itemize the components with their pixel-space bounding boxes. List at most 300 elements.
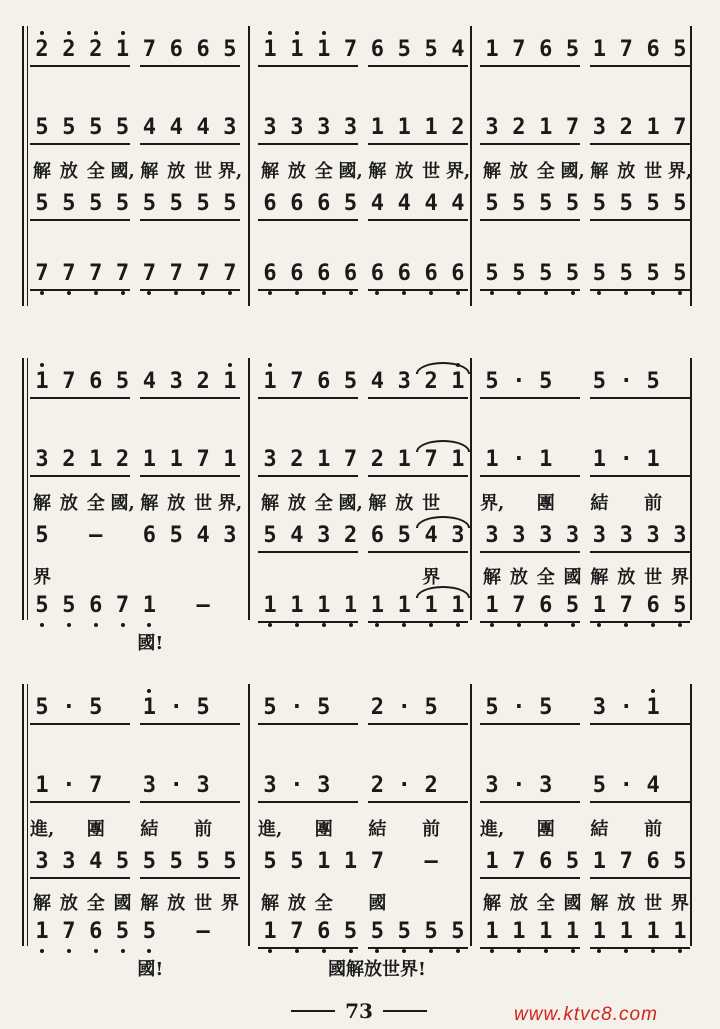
note-row bbox=[30, 35, 242, 65]
beam-line bbox=[140, 65, 240, 67]
note: 1 bbox=[614, 917, 638, 947]
note: 3 bbox=[397, 369, 411, 394]
note-row bbox=[30, 591, 242, 621]
lyric-syllable: 前 bbox=[644, 493, 663, 514]
lyric-syllable: 國 bbox=[563, 567, 582, 588]
note: 2 bbox=[424, 773, 438, 798]
note-row bbox=[258, 917, 470, 947]
lyrics-row bbox=[480, 566, 692, 590]
lyric-syllable: 放 bbox=[617, 567, 636, 588]
lyric-syllable: 解 bbox=[140, 493, 159, 514]
note: 2 bbox=[62, 447, 76, 472]
beam-line bbox=[480, 723, 580, 725]
lyric-syllable bbox=[57, 958, 81, 982]
note: 1 bbox=[258, 35, 282, 65]
note-row bbox=[258, 35, 470, 65]
beam-line bbox=[480, 219, 580, 221]
lyric-syllable: 放 bbox=[59, 493, 78, 514]
note: 1 bbox=[561, 917, 585, 947]
barline bbox=[22, 26, 24, 306]
note: 5 bbox=[424, 695, 438, 720]
lyric-syllable bbox=[285, 818, 309, 842]
note-row bbox=[480, 521, 692, 551]
lyric-syllable: 國, bbox=[110, 161, 135, 182]
beam-line bbox=[30, 723, 130, 725]
note: 2 bbox=[619, 115, 633, 140]
lyric-syllable: 世 bbox=[644, 567, 663, 588]
note bbox=[339, 771, 363, 801]
note-row bbox=[30, 367, 242, 397]
lyric-syllable: 解 bbox=[261, 493, 279, 514]
note: 3 bbox=[317, 115, 331, 140]
measure-1-1-line-3 bbox=[30, 189, 242, 219]
beam-line bbox=[30, 397, 130, 399]
measure-2-3-line-2 bbox=[480, 445, 692, 475]
augmentation-dot: · bbox=[62, 773, 76, 798]
note bbox=[668, 367, 692, 397]
note: 2 bbox=[424, 369, 438, 394]
note: 5 bbox=[397, 523, 411, 548]
beam-line bbox=[368, 65, 468, 67]
note: 5 bbox=[62, 191, 76, 216]
note bbox=[218, 771, 242, 801]
note: 2 bbox=[30, 35, 54, 65]
note: 4 bbox=[196, 115, 210, 140]
measure-3-3-line-1 bbox=[480, 693, 692, 723]
note: 1 bbox=[587, 917, 611, 947]
note: 5 bbox=[317, 695, 331, 720]
note: 3 bbox=[35, 447, 49, 472]
lyric-syllable: 解 bbox=[368, 493, 387, 514]
augmentation-dot: · bbox=[169, 695, 183, 720]
beam-line bbox=[368, 621, 468, 623]
note: 4 bbox=[424, 191, 438, 216]
beam-line bbox=[480, 947, 580, 949]
lyric-syllable: 解 bbox=[261, 161, 279, 182]
lyric-syllable: 全 bbox=[86, 161, 105, 182]
note: 5 bbox=[89, 695, 103, 720]
note: 1 bbox=[485, 849, 499, 874]
augmentation-dot: · bbox=[62, 695, 76, 720]
note: 7 bbox=[343, 447, 358, 472]
beam-line bbox=[590, 289, 690, 291]
note bbox=[561, 367, 585, 397]
note: 6 bbox=[317, 191, 331, 216]
note: 3 bbox=[317, 773, 331, 798]
system-3 bbox=[0, 678, 720, 978]
page-number-dash-left bbox=[291, 1010, 335, 1012]
lyric-syllable: 放 bbox=[509, 567, 528, 588]
note bbox=[446, 771, 470, 801]
beam-line bbox=[480, 65, 580, 67]
note-row bbox=[258, 847, 470, 877]
lyrics-row bbox=[258, 818, 470, 842]
note: 1 bbox=[317, 849, 331, 874]
note: 3 bbox=[263, 115, 277, 140]
note-row bbox=[480, 259, 692, 289]
note-row bbox=[30, 771, 242, 801]
beam-line bbox=[30, 801, 130, 803]
lyric-syllable bbox=[339, 566, 363, 590]
note-row bbox=[30, 693, 242, 723]
measure-1-3-line-4 bbox=[480, 259, 692, 289]
hold-dash: — bbox=[89, 523, 103, 548]
lyric-syllable: 解 bbox=[140, 161, 159, 182]
lyric-syllable bbox=[392, 892, 416, 916]
note: 5 bbox=[142, 191, 156, 216]
beam-line bbox=[140, 475, 240, 477]
note bbox=[668, 771, 692, 801]
page-number-text: 73 bbox=[345, 999, 373, 1023]
lyric-syllable: 全 bbox=[536, 161, 555, 182]
note: 6 bbox=[312, 259, 336, 289]
beam-line bbox=[480, 289, 580, 291]
beam-line bbox=[30, 65, 130, 67]
note: 6 bbox=[263, 191, 277, 216]
lyric-syllable: 結 bbox=[590, 493, 609, 514]
note bbox=[111, 693, 135, 723]
note: 1 bbox=[587, 591, 611, 621]
note: 3 bbox=[485, 523, 499, 548]
note-row bbox=[30, 917, 242, 947]
lyric-syllable: 解 bbox=[33, 161, 51, 182]
lyric-syllable: 世 bbox=[644, 161, 663, 182]
lyric-syllable: 全 bbox=[86, 493, 105, 514]
beam-line bbox=[368, 397, 468, 399]
note: 5 bbox=[89, 191, 103, 216]
note: 1 bbox=[646, 115, 660, 140]
note: 3 bbox=[223, 523, 237, 548]
augmentation-dot: · bbox=[619, 369, 633, 394]
beam-line bbox=[590, 723, 690, 725]
note bbox=[392, 847, 416, 877]
note: 2 bbox=[370, 447, 384, 472]
beam-line bbox=[258, 219, 358, 221]
note: 4 bbox=[196, 523, 210, 548]
note bbox=[57, 521, 81, 551]
beam-line bbox=[30, 289, 130, 291]
note: 5 bbox=[592, 773, 606, 798]
note: 7 bbox=[424, 447, 438, 472]
page-number-dash-right bbox=[383, 1010, 427, 1012]
note: 7 bbox=[142, 37, 156, 62]
note: 5 bbox=[539, 695, 553, 720]
measure-1-3-line-2 bbox=[480, 113, 692, 143]
lyrics-row bbox=[480, 492, 692, 516]
note: 3 bbox=[263, 447, 277, 472]
lyric-syllable bbox=[164, 632, 188, 656]
beam-line bbox=[590, 397, 690, 399]
lyric-syllable: 世 bbox=[644, 893, 663, 914]
note bbox=[561, 693, 585, 723]
note: 1 bbox=[534, 917, 558, 947]
beam-line bbox=[480, 475, 580, 477]
note: 2 bbox=[84, 35, 108, 65]
lyric-syllable bbox=[339, 892, 363, 916]
lyric-syllable bbox=[339, 818, 363, 842]
note: 3 bbox=[539, 773, 553, 798]
note bbox=[111, 521, 135, 551]
note: 7 bbox=[137, 259, 161, 289]
lyrics-row bbox=[30, 818, 242, 842]
note-row bbox=[30, 521, 242, 551]
lyric-syllable bbox=[507, 492, 531, 516]
note: 2 bbox=[196, 369, 210, 394]
note: 5 bbox=[668, 591, 692, 621]
lyric-syllable bbox=[218, 818, 242, 842]
note: 7 bbox=[62, 369, 76, 394]
beam-line bbox=[590, 551, 690, 553]
note: 2 bbox=[57, 35, 81, 65]
note: 4 bbox=[142, 115, 156, 140]
augmentation-dot: · bbox=[397, 695, 411, 720]
note: 7 bbox=[673, 115, 687, 140]
beam-line bbox=[30, 219, 130, 221]
lyric-syllable bbox=[30, 632, 54, 656]
note-row bbox=[30, 847, 242, 877]
note: 5 bbox=[397, 37, 411, 62]
note: 1 bbox=[485, 447, 499, 472]
measure-1-2-line-1 bbox=[258, 35, 470, 65]
note: 3 bbox=[646, 523, 660, 548]
lyric-syllable: 全 bbox=[314, 161, 333, 182]
note: 6 bbox=[446, 259, 470, 289]
note: 5 bbox=[419, 917, 443, 947]
measure-1-3-line-1 bbox=[480, 35, 692, 65]
barline bbox=[22, 684, 24, 946]
lyrics-row bbox=[258, 492, 470, 516]
lyric-syllable: 解 bbox=[33, 893, 51, 914]
note: 6 bbox=[142, 523, 156, 548]
note: 5 bbox=[480, 259, 504, 289]
lyric-syllable: 進, bbox=[258, 819, 283, 840]
lyric-syllable bbox=[191, 566, 215, 590]
augmentation-dot: · bbox=[512, 447, 526, 472]
lyric-syllable: 放 bbox=[167, 893, 186, 914]
note: 1 bbox=[365, 591, 389, 621]
note: 7 bbox=[164, 259, 188, 289]
measure-1-2-line-3 bbox=[258, 189, 470, 219]
note: 5 bbox=[57, 591, 81, 621]
lyric-syllable: 界, bbox=[480, 493, 505, 514]
lyric-syllable: 團 bbox=[536, 493, 555, 514]
note-row bbox=[480, 591, 692, 621]
note: 5 bbox=[641, 259, 665, 289]
note: 1 bbox=[424, 115, 438, 140]
note: 1 bbox=[370, 115, 384, 140]
lyric-syllable: 放 bbox=[167, 161, 186, 182]
lyric-syllable bbox=[561, 818, 585, 842]
lyric-syllable: 放 bbox=[287, 893, 306, 914]
note: 1 bbox=[446, 367, 470, 397]
beam-line bbox=[258, 475, 358, 477]
note: 7 bbox=[614, 591, 638, 621]
note: 7 bbox=[111, 591, 135, 621]
note: 5 bbox=[614, 259, 638, 289]
note: 2 bbox=[343, 523, 358, 548]
measure-2-1-line-1 bbox=[30, 367, 242, 397]
beam-line bbox=[480, 143, 580, 145]
beam-line bbox=[258, 621, 358, 623]
note: 1 bbox=[592, 849, 606, 874]
measure-2-3-line-4 bbox=[480, 591, 692, 621]
barline bbox=[248, 684, 250, 946]
note: 4 bbox=[424, 523, 438, 548]
note: 1 bbox=[480, 917, 504, 947]
note: 5 bbox=[196, 695, 210, 720]
lyric-syllable: 放 bbox=[509, 893, 528, 914]
note: 6 bbox=[370, 523, 384, 548]
note: 5 bbox=[89, 115, 103, 140]
note: 7 bbox=[89, 773, 103, 798]
lyrics-row bbox=[480, 160, 692, 184]
note: 5 bbox=[115, 191, 130, 216]
augmentation-dot: · bbox=[397, 773, 411, 798]
note: 1 bbox=[111, 35, 135, 65]
measure-3-2-line-2 bbox=[258, 771, 470, 801]
measure-3-1-line-4 bbox=[30, 917, 242, 947]
lyric-syllable: 國, bbox=[338, 493, 363, 514]
beam-line bbox=[590, 877, 690, 879]
note: 5 bbox=[668, 259, 692, 289]
beam-line bbox=[258, 723, 358, 725]
lyric-syllable: 團 bbox=[536, 819, 555, 840]
note: 5 bbox=[539, 369, 553, 394]
lyric-syllable bbox=[218, 566, 242, 590]
augmentation-dot: · bbox=[619, 695, 633, 720]
slur bbox=[416, 362, 470, 374]
note-row bbox=[258, 259, 470, 289]
note: 5 bbox=[169, 849, 183, 874]
note: 7 bbox=[619, 37, 633, 62]
beam-line bbox=[140, 877, 240, 879]
lyric-syllable bbox=[164, 818, 188, 842]
note: 5 bbox=[673, 849, 687, 874]
beam-line bbox=[258, 65, 358, 67]
beam-line bbox=[590, 143, 690, 145]
note bbox=[218, 693, 242, 723]
lyric-syllable: 結 bbox=[140, 819, 159, 840]
note: 6 bbox=[285, 259, 309, 289]
lyric-syllable: 放 bbox=[287, 493, 306, 514]
lyric-syllable: 解 bbox=[33, 493, 51, 514]
note-row bbox=[480, 367, 692, 397]
beam-line bbox=[590, 475, 690, 477]
measure-3-2-line-1 bbox=[258, 693, 470, 723]
note: 5 bbox=[263, 523, 277, 548]
lyric-syllable: 國 bbox=[113, 893, 132, 914]
note: 1 bbox=[312, 35, 336, 65]
lyric-syllable: 前 bbox=[644, 819, 663, 840]
beam-line bbox=[368, 723, 468, 725]
note: 7 bbox=[512, 849, 526, 874]
note: 3 bbox=[263, 773, 277, 798]
note bbox=[164, 917, 188, 947]
lyric-syllable bbox=[111, 958, 135, 982]
beam-line bbox=[480, 397, 580, 399]
note: 1 bbox=[218, 367, 242, 397]
lyric-syllable bbox=[137, 566, 161, 590]
note-row bbox=[30, 445, 242, 475]
note-row bbox=[30, 113, 242, 143]
lyric-syllable: 界, bbox=[445, 161, 471, 182]
lyric-syllable bbox=[191, 632, 215, 656]
barline bbox=[248, 26, 250, 306]
note: 5 bbox=[646, 191, 660, 216]
beam-line bbox=[30, 475, 130, 477]
lyric-syllable bbox=[84, 566, 108, 590]
beam-line bbox=[258, 801, 358, 803]
note: 7 bbox=[57, 259, 81, 289]
note: 6 bbox=[392, 259, 416, 289]
note: 2 bbox=[115, 447, 130, 472]
system-1 bbox=[0, 20, 720, 320]
beam-line bbox=[590, 621, 690, 623]
measure-3-2-line-3 bbox=[258, 847, 470, 877]
note: 6 bbox=[169, 37, 183, 62]
beam-line bbox=[140, 289, 240, 291]
note: 5 bbox=[446, 917, 470, 947]
lyric-syllable bbox=[30, 958, 54, 982]
lyric-syllable: 團 bbox=[86, 819, 105, 840]
note: 5 bbox=[646, 369, 660, 394]
lyrics-row bbox=[30, 632, 242, 656]
note: 7 bbox=[191, 259, 215, 289]
note: 6 bbox=[646, 849, 660, 874]
lyric-syllable: 全 bbox=[314, 493, 333, 514]
lyric-syllable: 放 bbox=[395, 161, 414, 182]
slur bbox=[416, 516, 470, 528]
lyric-syllable bbox=[164, 958, 188, 982]
lyric-syllable bbox=[218, 632, 242, 656]
measure-1-2-line-4 bbox=[258, 259, 470, 289]
beam-line bbox=[590, 947, 690, 949]
beam-line bbox=[368, 947, 468, 949]
note: 4 bbox=[451, 191, 465, 216]
measure-1-3-line-3 bbox=[480, 189, 692, 219]
note: 7 bbox=[343, 37, 358, 62]
beam-line bbox=[258, 397, 358, 399]
note: 1 bbox=[592, 37, 606, 62]
lyric-syllable: 國! bbox=[137, 633, 164, 654]
note: 5 bbox=[534, 259, 558, 289]
beam-line bbox=[590, 65, 690, 67]
note: 5 bbox=[223, 191, 237, 216]
lyric-syllable bbox=[312, 566, 336, 590]
note-row bbox=[258, 693, 470, 723]
lyric-syllable bbox=[57, 632, 81, 656]
note: 6 bbox=[539, 849, 553, 874]
lyric-syllable bbox=[561, 492, 585, 516]
note-row bbox=[258, 113, 470, 143]
note: 5 bbox=[365, 917, 389, 947]
note: 1 bbox=[223, 447, 237, 472]
note: 1 bbox=[142, 447, 156, 472]
augmentation-dot: · bbox=[512, 369, 526, 394]
note: 1 bbox=[137, 693, 161, 723]
note: 3 bbox=[485, 115, 499, 140]
note: 3 bbox=[317, 523, 331, 548]
note: 1 bbox=[30, 367, 54, 397]
lyric-syllable: 全 bbox=[86, 893, 105, 914]
lyric-syllable: 解 bbox=[483, 893, 501, 914]
lyric-syllable bbox=[419, 892, 443, 916]
note: 5 bbox=[223, 37, 237, 62]
note: 4 bbox=[370, 369, 384, 394]
lyrics-row bbox=[258, 892, 470, 916]
note: 5 bbox=[485, 191, 499, 216]
measure-3-3-line-4 bbox=[480, 917, 692, 947]
